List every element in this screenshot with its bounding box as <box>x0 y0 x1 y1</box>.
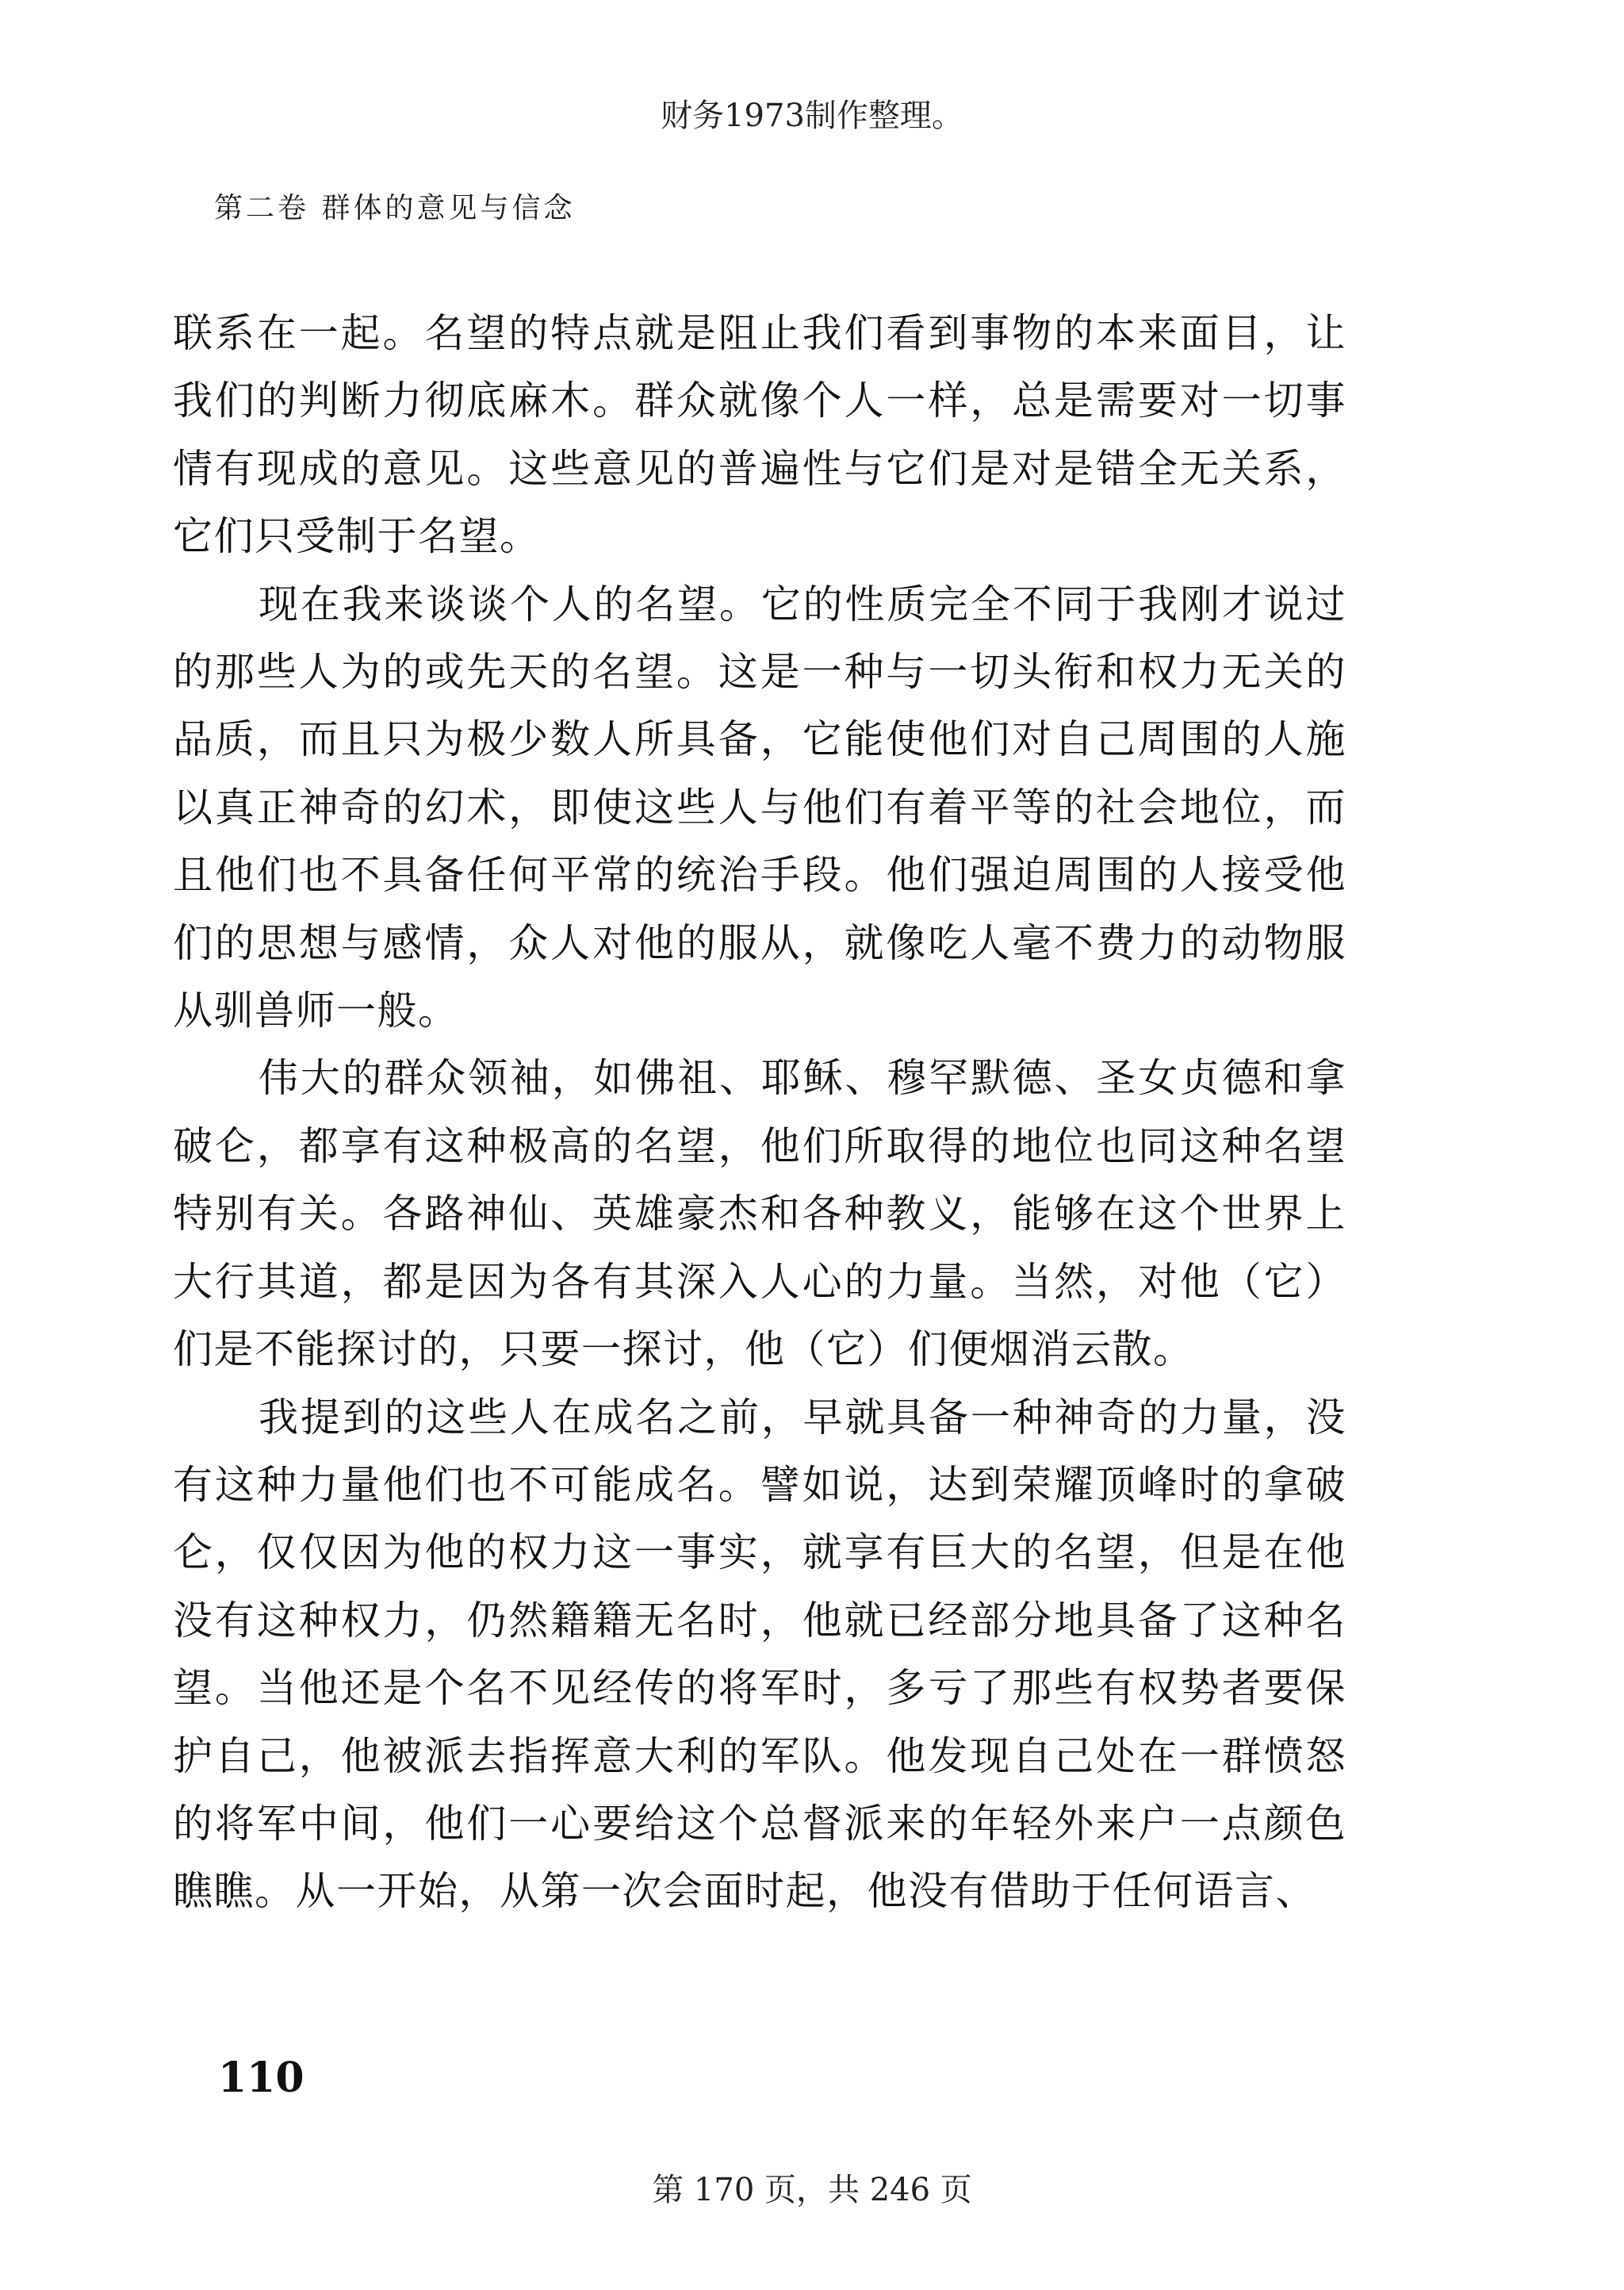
page-footer: 第 170 页，共 246 页 <box>652 2172 972 2208</box>
running-header: 第二卷 群体的意见与信念 <box>214 192 576 224</box>
body-text <box>173 300 1346 1926</box>
paragraph-3: 伟大的群众领袖，如佛祖、耶稣、穆罕默德、圣女贞德和拿破仑，都享有这种极高的名望，他们所取得的地位也同这种名望特别有关。各路神仙、英雄豪杰和各种教义，能够在这个世界上大行其道，都是因为各有其深入人心的力量。当然，对他（它）们是不能探讨的，只要一探讨，他（它）们便烟消云散。 <box>173 1055 1346 1373</box>
page-number: 110 <box>218 2054 304 2102</box>
paragraph-4: 我提到的这些人在成名之前，早就具备一种神奇的力量，没有这种力量他们也不可能成名。譬如说，达到荣耀顶峰时的拿破仑，仅仅因为他的权力这一事实，就享有巨大的名望，但是在他没有这种权力，仍然籍籍无名时，他就已经部分地具备了这种名望。当他还是个名不见经传的将军时，多亏了那些有权势者要保护自己，他被派去指挥意大利的军队。他发现自己处在一群愤怒的将军中间，他们一心要给这个总督派来的年轻外来户一点颜色瞧瞧。从一开始，从第一次会面时起，他没有借助于任何语言、 <box>173 1394 1346 1915</box>
paragraph-1: 联系在一起。名望的特点就是阻止我们看到事物的本来面目，让我们的判断力彻底麻木。群众就像个人一样，总是需要对一切事情有现成的意见。这些意见的普遍性与它们是对是错全无关系，它们只受制于名望。 <box>173 310 1346 560</box>
paragraph-2: 现在我来谈谈个人的名望。它的性质完全不同于我刚才说过的那些人为的或先天的名望。这是一种与一切头衔和权力无关的品质，而且只为极少数人所具备，它能使他们对自己周围的人施以真正神奇的幻术，即使这些人与他们有着平等的社会地位，而且他们也不具备任何平常的统治手段。他们强迫周围的人接受他们的思想与感情，众人对他的服从，就像吃人毫不费力的动物服从驯兽师一般。 <box>173 581 1346 1034</box>
watermark-text: 财务1973制作整理。 <box>661 98 963 134</box>
